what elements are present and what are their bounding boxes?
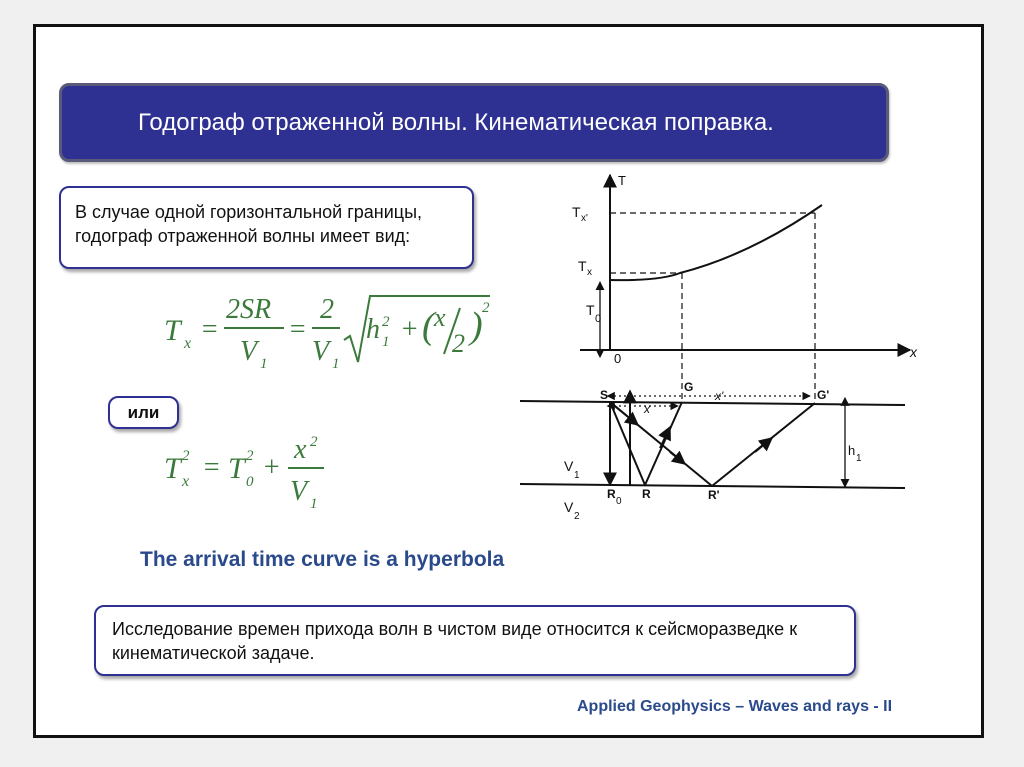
label-x-axis: x (910, 344, 917, 360)
label-V1: V (564, 458, 574, 474)
study-text-box (94, 605, 856, 676)
label-tx-prime-sub: x' (581, 213, 588, 224)
study-text: Исследование времен прихода волн в чистом виде относится к сейсморазведке к кинематической задаче. (112, 619, 798, 663)
label-tx-prime: T (572, 204, 581, 220)
label-G-prime: G' (817, 388, 830, 402)
label-V1-sub: 1 (574, 470, 580, 481)
formula-squared (160, 430, 360, 515)
f1-two: 2 (452, 329, 465, 358)
f1-outer-sup: 2 (482, 300, 490, 316)
ray-arrow-4 (660, 427, 670, 448)
label-origin: 0 (614, 351, 622, 366)
f2-num: x (294, 434, 307, 465)
label-R-prime: R' (708, 488, 720, 502)
label-tx: T (578, 258, 587, 274)
f1-equals-2: = (288, 314, 307, 345)
ray-r-g (645, 402, 682, 485)
hyperbola-curve (610, 205, 822, 280)
f2-den: V (290, 476, 308, 507)
f2-equals: = (202, 452, 221, 483)
label-V2-sub: 2 (574, 511, 580, 522)
f1-equals-1: = (200, 314, 219, 345)
f1-h: h (366, 314, 380, 345)
f2-T0: T (228, 452, 245, 485)
f1-den2-sub: 1 (332, 356, 340, 372)
footer-caption: Applied Geophysics – Waves and rays - II (577, 698, 893, 715)
title-banner (59, 83, 889, 162)
intro-text: В случае одной горизонтальной границы, годограф отраженной волны имеет вид: (75, 202, 423, 246)
f2-T: T (164, 452, 181, 485)
f1-h-sub: 1 (382, 334, 390, 350)
f1-h-sup: 2 (382, 314, 390, 330)
f1-den2: V (312, 336, 330, 367)
f1-x: x (434, 303, 446, 332)
label-S: S (600, 388, 609, 402)
f2-den-sub: 1 (310, 496, 318, 512)
f2-T-sub: x (182, 473, 190, 490)
label-h1: h (848, 443, 856, 458)
ray-arrow-2 (670, 452, 685, 464)
label-h1-sub: 1 (856, 453, 862, 464)
label-tx-sub: x (587, 267, 592, 278)
f1-lhs: T (164, 314, 181, 347)
surface-line (520, 401, 905, 405)
label-x-offset: x (644, 402, 650, 416)
intro-text-box (59, 186, 474, 269)
label-T-axis: T (618, 173, 626, 188)
or-label: или (127, 402, 160, 422)
f2-T-sup: 2 (182, 448, 190, 464)
or-label-box (108, 396, 179, 429)
ray-s-r (610, 402, 645, 485)
f1-den1: V (240, 336, 258, 367)
label-R: R (642, 487, 651, 501)
f2-T0-sup: 2 (246, 448, 254, 464)
f1-paren-close: ) (470, 305, 483, 347)
f2-num-sup: 2 (310, 434, 318, 450)
formula-traveltime (160, 288, 500, 380)
f1-den1-sub: 1 (260, 356, 268, 372)
f1-num1: 2SR (226, 294, 272, 325)
reflection-diagram (510, 165, 930, 525)
f1-plus: + (400, 314, 419, 345)
f1-lhs-sub: x (184, 335, 192, 352)
label-x-prime-offset: x' (715, 389, 724, 403)
f1-paren-open: ( (422, 305, 435, 347)
f1-num2: 2 (320, 294, 334, 325)
ray-arrow-3 (755, 438, 772, 452)
label-R0: R (607, 487, 616, 501)
slide-title: Годограф отраженной волны. Кинематическая поправка. (138, 108, 774, 136)
label-G: G (684, 380, 694, 394)
label-t0: T (586, 302, 595, 318)
f2-plus: + (262, 452, 281, 483)
hyperbola-caption: The arrival time curve is a hyperbola (140, 548, 505, 571)
label-t0-sub: 0 (595, 313, 602, 325)
label-V2: V (564, 499, 574, 515)
label-R0-sub: 0 (616, 496, 622, 507)
f2-T0-sub: 0 (246, 474, 254, 490)
